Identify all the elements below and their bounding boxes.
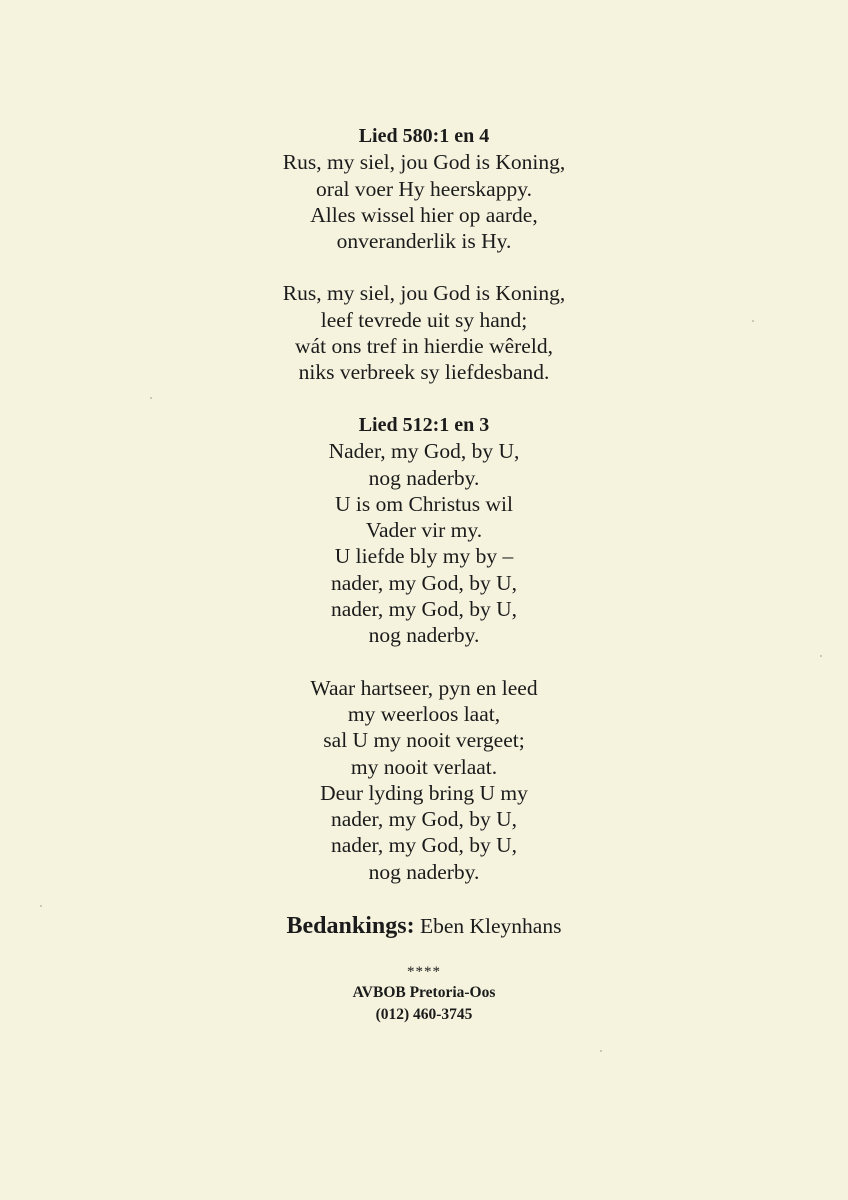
- hymn-580-verse-1: [0, 149, 848, 254]
- lyric-line: U is om Christus wil: [335, 491, 513, 516]
- lyric-line: nader, my God, by U,: [330, 570, 518, 595]
- lyric-line: Rus, my siel, jou God is Koning,: [282, 150, 566, 175]
- lyric-line: leef tevrede uit sy hand;: [320, 307, 528, 332]
- lyric-line: nader, my God, by U,: [330, 597, 518, 622]
- lyric-line: nog naderby.: [368, 623, 480, 648]
- hymn-580-title: Lied 580:1 en 4: [358, 125, 490, 147]
- acknowledgement: [0, 906, 848, 946]
- lyric-line: my nooit verlaat.: [350, 754, 498, 779]
- lyric-line: wát ons tref in hierdie wêreld,: [295, 334, 553, 359]
- hymn-512-verse-1: [0, 438, 848, 648]
- lyric-line: nader, my God, by U,: [330, 807, 518, 832]
- acknowledgement-label: Bedankings:: [286, 913, 415, 939]
- lyric-line: Waar hartseer, pyn en leed: [310, 675, 538, 700]
- lyric-line: Alles wissel hier op aarde,: [310, 202, 538, 227]
- lyric-line: Deur lyding bring U my: [320, 780, 528, 805]
- lyric-line: Rus, my siel, jou God is Koning,: [282, 281, 566, 306]
- lyric-line: oral voer Hy heerskappy.: [316, 176, 532, 201]
- lyric-line: sal U my nooit vergeet;: [323, 728, 525, 753]
- lyric-line: U liefde bly my by –: [334, 544, 514, 569]
- paper-speck: [150, 397, 152, 399]
- lyric-line: Nader, my God, by U,: [328, 439, 520, 464]
- lyric-line: nader, my God, by U,: [330, 833, 518, 858]
- paper-speck: [752, 320, 754, 322]
- lyric-line: nog naderby.: [368, 465, 480, 490]
- phone-number: (012) 460-3745: [375, 1006, 473, 1023]
- lyric-line: onveranderlik is Hy.: [336, 229, 512, 254]
- lyric-line: Vader vir my.: [365, 518, 483, 543]
- lyric-line: niks verbreek sy liefdesband.: [298, 360, 550, 385]
- paper-speck: [600, 1050, 602, 1052]
- lyric-line: nog naderby.: [368, 859, 480, 884]
- hymn-512-section: [0, 412, 848, 885]
- separator-stars: ****: [407, 964, 441, 980]
- funeral-company-name: AVBOB Pretoria-Oos: [352, 984, 496, 1001]
- lyric-line: my weerloos laat,: [347, 701, 501, 726]
- footer: [0, 962, 848, 1026]
- hymn-512-title: Lied 512:1 en 3: [358, 414, 490, 436]
- hymn-580-section: [0, 123, 848, 386]
- paper-speck: [820, 655, 822, 657]
- hymn-512-verse-3: [0, 675, 848, 885]
- verse-gap: [0, 649, 848, 675]
- paper-speck: [40, 905, 42, 907]
- hymn-580-verse-4: [0, 280, 848, 385]
- verse-gap: [0, 254, 848, 280]
- acknowledgement-name: Eben Kleynhans: [419, 914, 562, 938]
